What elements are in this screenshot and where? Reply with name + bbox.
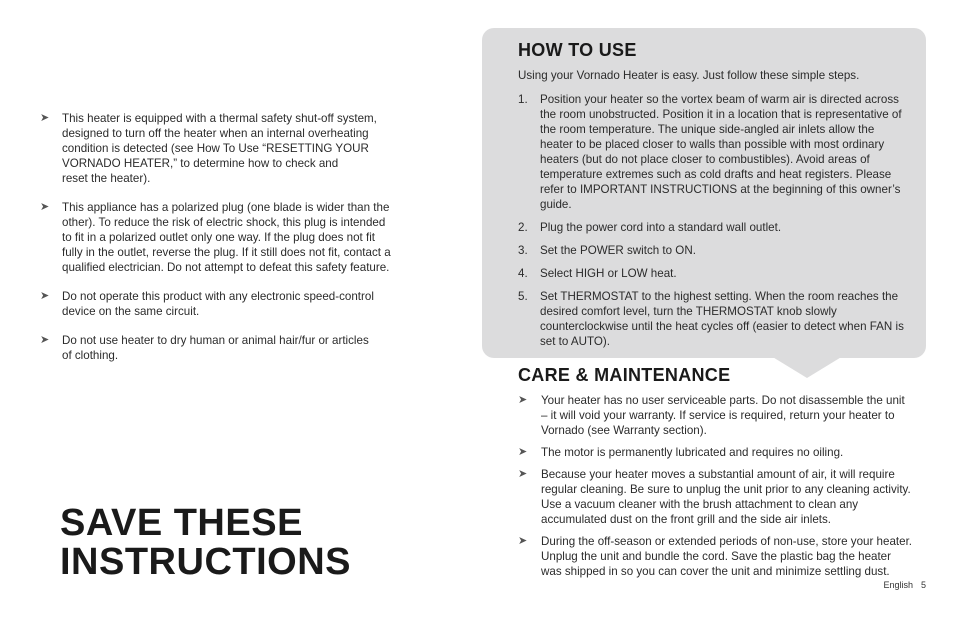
arrow-bullet-icon: ➤: [518, 446, 528, 458]
list-item: [40, 289, 425, 319]
step-item: [518, 220, 906, 235]
bullet-text: Your heater has no user serviceable parts. Do not disassemble the unit – it will void your warranty. If service is required, return your heater to Vornado (see Warranty section).: [541, 394, 905, 437]
care-maintenance-heading: CARE & MAINTENANCE: [518, 365, 731, 385]
step-text: Select HIGH or LOW heat.: [540, 267, 677, 280]
bullet-text: Do not use heater to dry human or animal hair/fur or articles of clothing.: [62, 334, 369, 362]
step-text: Set THERMOSTAT to the highest setting. When the room reaches the desired comfort level, turn the THERMOSTAT knob slowly counterclockwise until the heat cycles off (easier to detect when FAN is set to AUTO).: [540, 290, 904, 348]
how-to-use-heading: HOW TO USE: [518, 40, 637, 60]
step-item: [518, 92, 906, 212]
bullet-text: Because your heater moves a substantial amount of air, it will require regular cleaning. Be sure to unplug the unit prior to any cleaning activity. Use a vacuum cleaner with the brush attachment to clean any accumulated dust on the front grill and the side air inlets.: [541, 468, 911, 526]
footer-language: English: [883, 580, 913, 590]
bullet-text: The motor is permanently lubricated and requires no oiling.: [541, 446, 844, 459]
save-instructions-title: [60, 504, 351, 582]
step-item: [518, 289, 906, 349]
list-item: [518, 467, 913, 527]
arrow-bullet-icon: ➤: [518, 468, 528, 480]
step-number: 4.: [518, 267, 528, 280]
arrow-bullet-icon: ➤: [40, 201, 50, 213]
bullet-text: This appliance has a polarized plug (one blade is wider than the other). To reduce the risk of electric shock, this plug is intended to fit in a polarized outlet only one way. If the plug does not fit fully in the outlet, reverse the plug. If it still does not fit, contact a qualified electrician. Do not attempt to defeat this safety feature.: [62, 201, 391, 274]
save-title-line1: SAVE THESE: [60, 502, 303, 544]
how-to-use-intro: Using your Vornado Heater is easy. Just follow these simple steps.: [518, 69, 860, 82]
bullet-text: During the off-season or extended periods of non-use, store your heater. Unplug the unit and bundle the cord. Save the plastic bag the heater was shipped in so you can cover the unit and minimize settling dust.: [541, 535, 913, 578]
step-number: 3.: [518, 244, 528, 257]
arrow-bullet-icon: ➤: [518, 535, 528, 547]
arrow-bullet-icon: ➤: [518, 394, 528, 406]
arrow-bullet-icon: ➤: [40, 290, 50, 302]
step-number: 2.: [518, 221, 528, 234]
step-text: Plug the power cord into a standard wall outlet.: [540, 221, 782, 234]
save-title-line2: INSTRUCTIONS: [60, 541, 351, 583]
step-text: Set the POWER switch to ON.: [540, 244, 696, 257]
bullet-text: Do not operate this product with any electronic speed-control device on the same circuit.: [62, 290, 374, 318]
page-number: 5: [920, 580, 926, 590]
care-bullet-list: [518, 393, 913, 586]
safety-bullet-list: [40, 111, 425, 377]
step-number: 5.: [518, 290, 528, 303]
how-to-use-steps: [518, 92, 906, 357]
page-footer: [883, 580, 926, 590]
step-text: Position your heater so the vortex beam of warm air is directed across the room unobstructed. Position it in a location that is representative of the room temperature. The unique side-angled air inlets allow the heater to be placed closer to walls than possible with most ordinary heaters (but do not place closer to combustibles). Avoid areas of temperature extremes such as cold drafts and heat registers. Please refer to IMPORTANT INSTRUCTIONS at the beginning of this owner’s guide.: [540, 93, 902, 211]
list-item: [40, 333, 425, 363]
list-item: [518, 445, 913, 460]
panel-pointer: [771, 356, 843, 378]
list-item: [40, 111, 425, 186]
list-item: [518, 534, 913, 579]
arrow-bullet-icon: ➤: [40, 334, 50, 346]
list-item: [518, 393, 913, 438]
bullet-text: This heater is equipped with a thermal safety shut-off system, designed to turn off the heater when an internal overheating condition is detected (see How To Use “RESETTING YOUR VORNADO HEATER,” to determine how to check and reset the heater).: [62, 112, 377, 185]
list-item: [40, 200, 425, 275]
arrow-bullet-icon: ➤: [40, 112, 50, 124]
step-number: 1.: [518, 93, 528, 106]
step-item: [518, 243, 906, 258]
step-item: [518, 266, 906, 281]
